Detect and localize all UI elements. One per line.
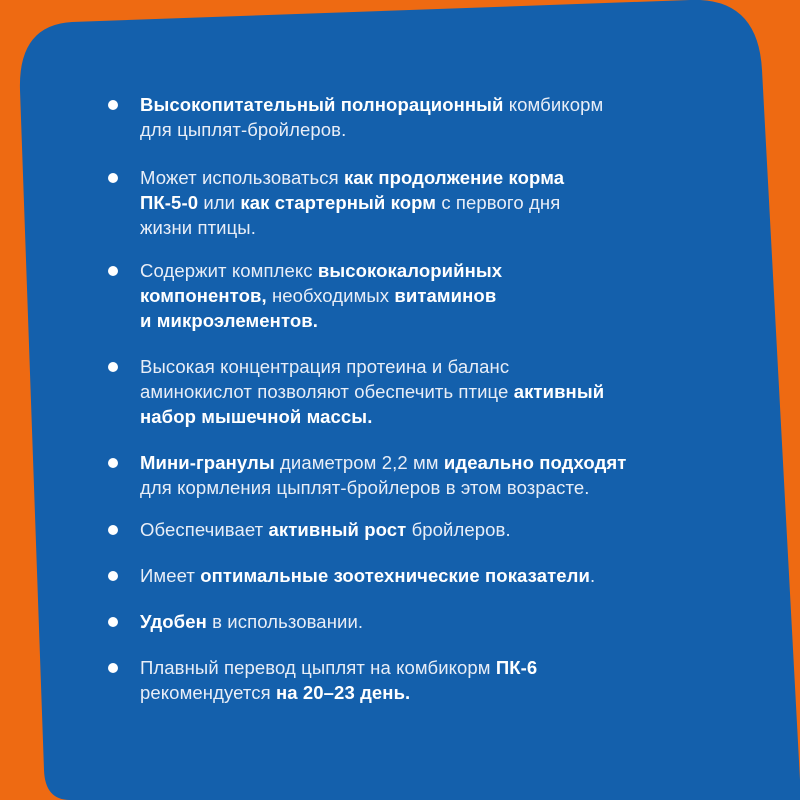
bullet-icon <box>108 525 118 535</box>
bullet-icon <box>108 617 118 627</box>
bold-text: витаминов и микроэлементов. <box>140 285 497 331</box>
bullet-icon <box>108 663 118 673</box>
bullet-icon <box>108 266 118 276</box>
body-text: рекомендуется <box>140 682 271 703</box>
body-text: для кормления цыплят-бройлеров в этом возрасте. <box>140 477 590 498</box>
list-item <box>106 354 740 429</box>
body-text: Обеспечивает <box>140 519 269 540</box>
body-text: комбикорм <box>503 94 604 115</box>
body-text: необходимых <box>266 285 395 306</box>
body-text: Высокая концентрация протеина и баланс аминокислот позволяют обеспечить птице <box>140 356 510 402</box>
bullet-icon <box>108 362 118 372</box>
list-item <box>106 563 740 588</box>
body-text: в использовании. <box>206 611 364 632</box>
list-item <box>106 609 740 634</box>
bold-text: на 20–23 день. <box>275 682 411 703</box>
bold-text: ПК-5-0 <box>140 192 199 213</box>
bold-text: Высокопитательный полнорационный <box>140 94 504 115</box>
body-text: Имеет <box>140 565 201 586</box>
bold-text: активный рост <box>268 519 407 540</box>
body-text: диаметром 2,2 мм <box>274 452 444 473</box>
list-item <box>106 450 740 500</box>
body-text: бройлеров. <box>406 519 511 540</box>
bullet-icon <box>108 100 118 110</box>
bold-text: Удобен <box>140 611 207 632</box>
body-text: . <box>589 565 596 586</box>
bold-text: идеально подходят <box>443 452 627 473</box>
body-text: или <box>198 192 241 213</box>
body-text: для цыплят-бройлеров. <box>140 119 347 140</box>
list-item <box>106 165 740 240</box>
bold-text: оптимальные зоотехнические показатели <box>200 565 590 586</box>
body-text: Может использоваться <box>140 167 344 188</box>
bold-text: Мини-гранулы <box>140 452 275 473</box>
list-item <box>106 92 740 142</box>
bullet-icon <box>108 571 118 581</box>
bold-text: активный набор мышечной массы. <box>140 381 605 427</box>
body-text: Содержит комплекс <box>140 260 318 281</box>
list-item <box>106 258 740 333</box>
list-item <box>106 655 740 705</box>
body-text: с первого дня жизни птицы. <box>140 192 561 238</box>
bullet-icon <box>108 458 118 468</box>
bold-text: ПК-6 <box>495 657 538 678</box>
list-item <box>106 517 740 542</box>
bold-text: как продолжение корма <box>343 167 565 188</box>
bold-text: высококалорийных компонентов, <box>140 260 503 306</box>
body-text: Плавный перевод цыплят на комбикорм <box>140 657 496 678</box>
bold-text: как стартерный корм <box>240 192 437 213</box>
bullet-icon <box>108 173 118 183</box>
